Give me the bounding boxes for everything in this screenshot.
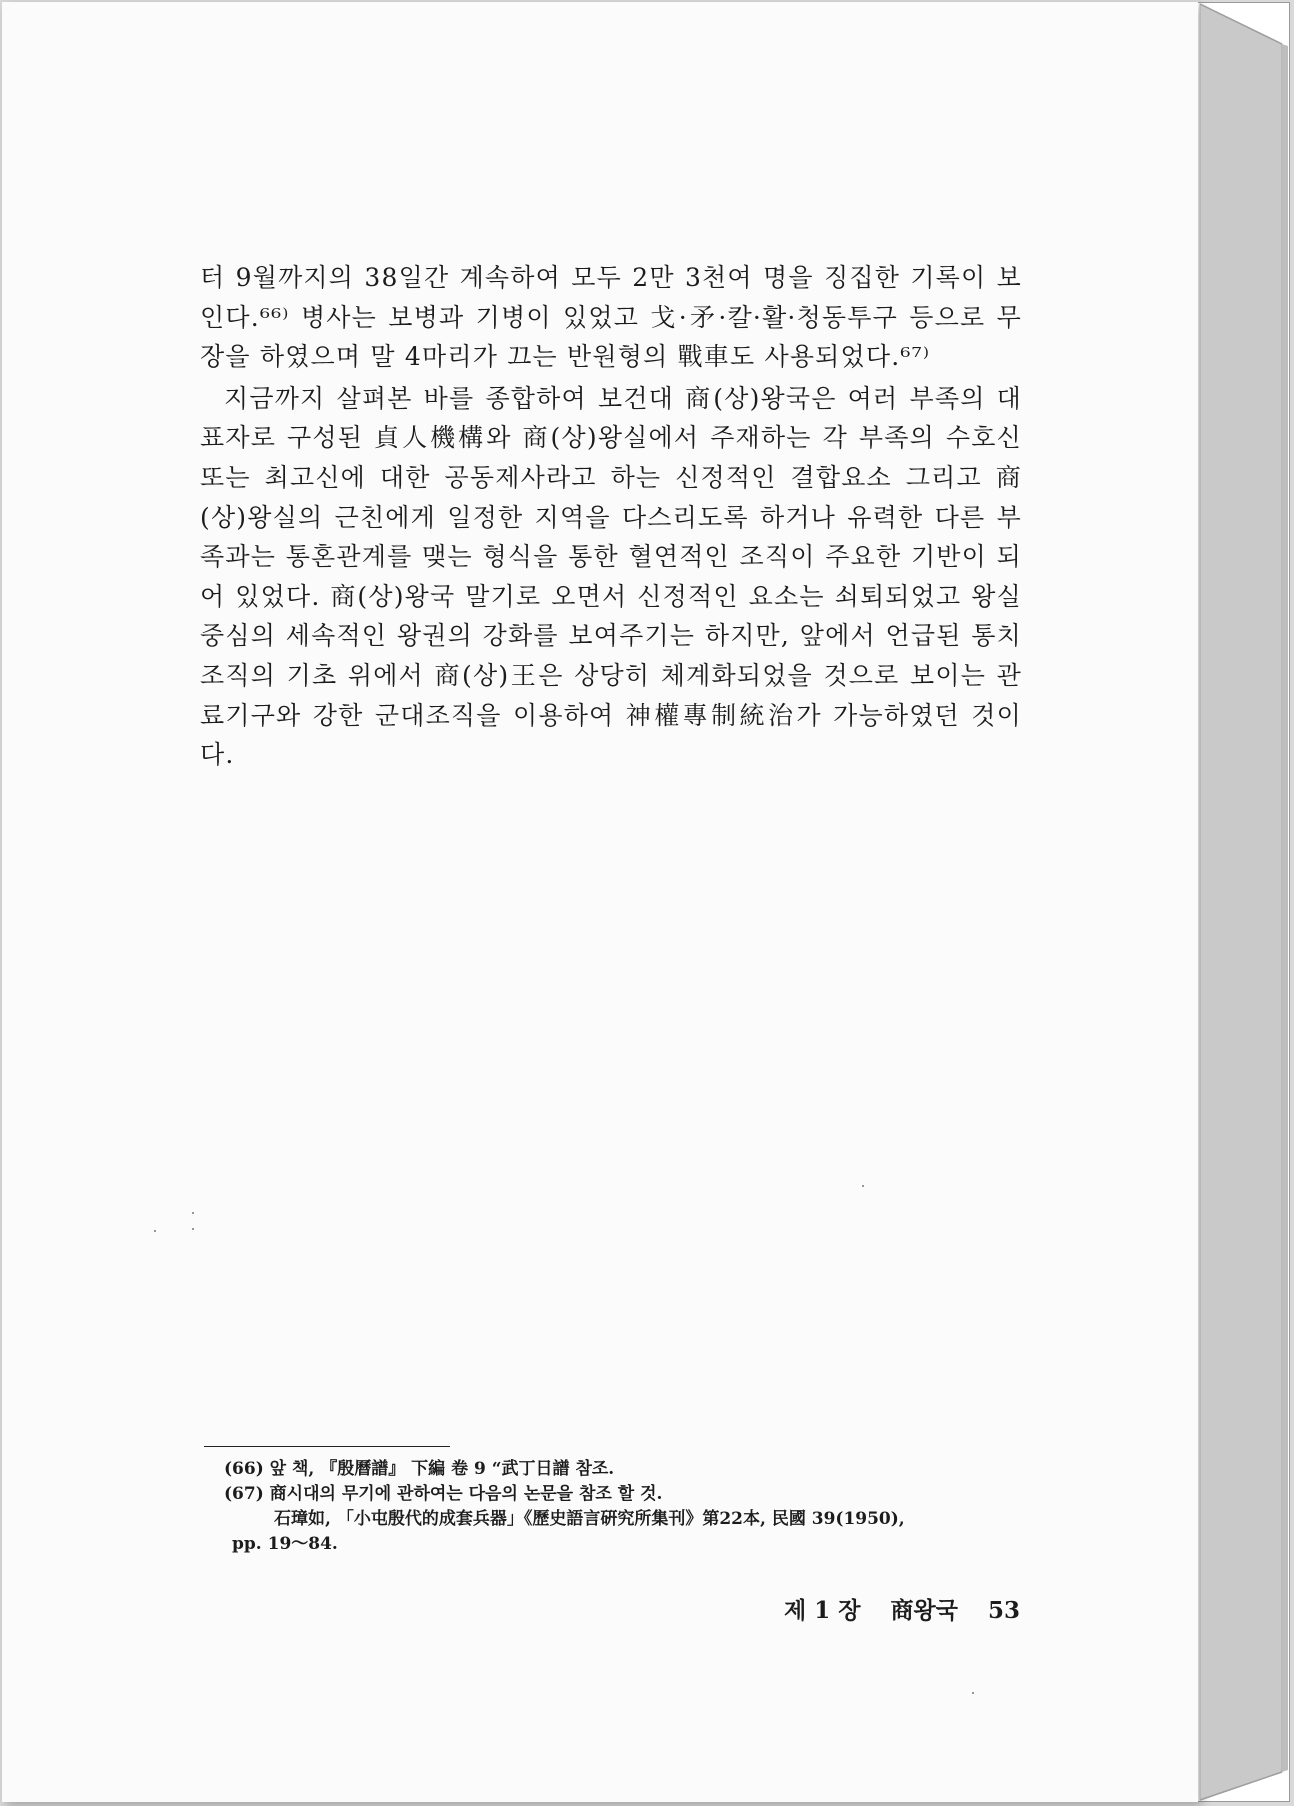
footer-chapter: 제 1 장 — [784, 1597, 861, 1624]
page-number: 53 — [987, 1597, 1020, 1624]
footnote-66: (66) 앞 책, 『殷曆譜』 下編 卷 9 “武丁日譜 참조. — [224, 1459, 615, 1479]
scan-speck — [862, 1185, 864, 1187]
document-page — [2, 2, 1198, 1802]
footnote-67: (67) 商시대의 무기에 관하여는 다음의 논문을 참조 할 것. — [224, 1484, 663, 1504]
paragraph-1: 터 9월까지의 38일간 계속하여 모두 2만 3천여 명을 징집한 기록이 보인다.⁶⁶⁾ 병사는 보병과 기병이 있었고 戈·矛·칼·활·청동투구 등으로 무장을 하였으며 말 4마리가 끄는 반원형의 戰車도 사용되었다.⁶⁷⁾ — [200, 263, 1022, 372]
scan-speck — [154, 1230, 156, 1232]
footnote-67-reference: 石璋如, 「小屯殷代的成套兵器」《歷史語言硏究所集刊》第22本, 民國 39(1950), — [274, 1509, 905, 1529]
scan-speck — [972, 1692, 974, 1694]
footnote-divider — [204, 1446, 450, 1447]
footnotes — [224, 1457, 1034, 1557]
running-footer — [784, 1592, 1020, 1625]
footer-title: 商왕국 — [890, 1597, 958, 1624]
scan-speck — [192, 1212, 194, 1214]
body-text — [200, 258, 1022, 775]
paragraph-2: 지금까지 살펴본 바를 종합하여 보건대 商(상)왕국은 여러 부족의 대표자로 구성된 貞人機構와 商(상)왕실에서 주재하는 각 부족의 수호신 또는 최고신에 대한 공동제사라고 하는 신정적인 결합요소 그리고 商(상)왕실의 근친에게 일정한 지역을 다스리도록 하거나 유력한 다른 부족과는 통혼관계를 맺는 형식을 통한 혈연적인 조직이 주요한 기반이 되어 있었다. 商(상)왕국 말기로 오면서 신정적인 요소는 쇠퇴되었고 왕실 중심의 세속적인 왕권의 강화를 보여주기는 하지만, 앞에서 언급된 통치조직의 기초 위에서 商(상)王은 상당히 체계화되었을 것으로 보이는 관료기구와 강한 군대조직을 이용하여 神權專制統治가 가능하였던 것이다. — [200, 383, 1022, 770]
footnote-67-pages: pp. 19～84. — [232, 1534, 338, 1554]
page-stack-edge — [1198, 2, 1290, 1802]
scan-speck — [192, 1228, 194, 1230]
